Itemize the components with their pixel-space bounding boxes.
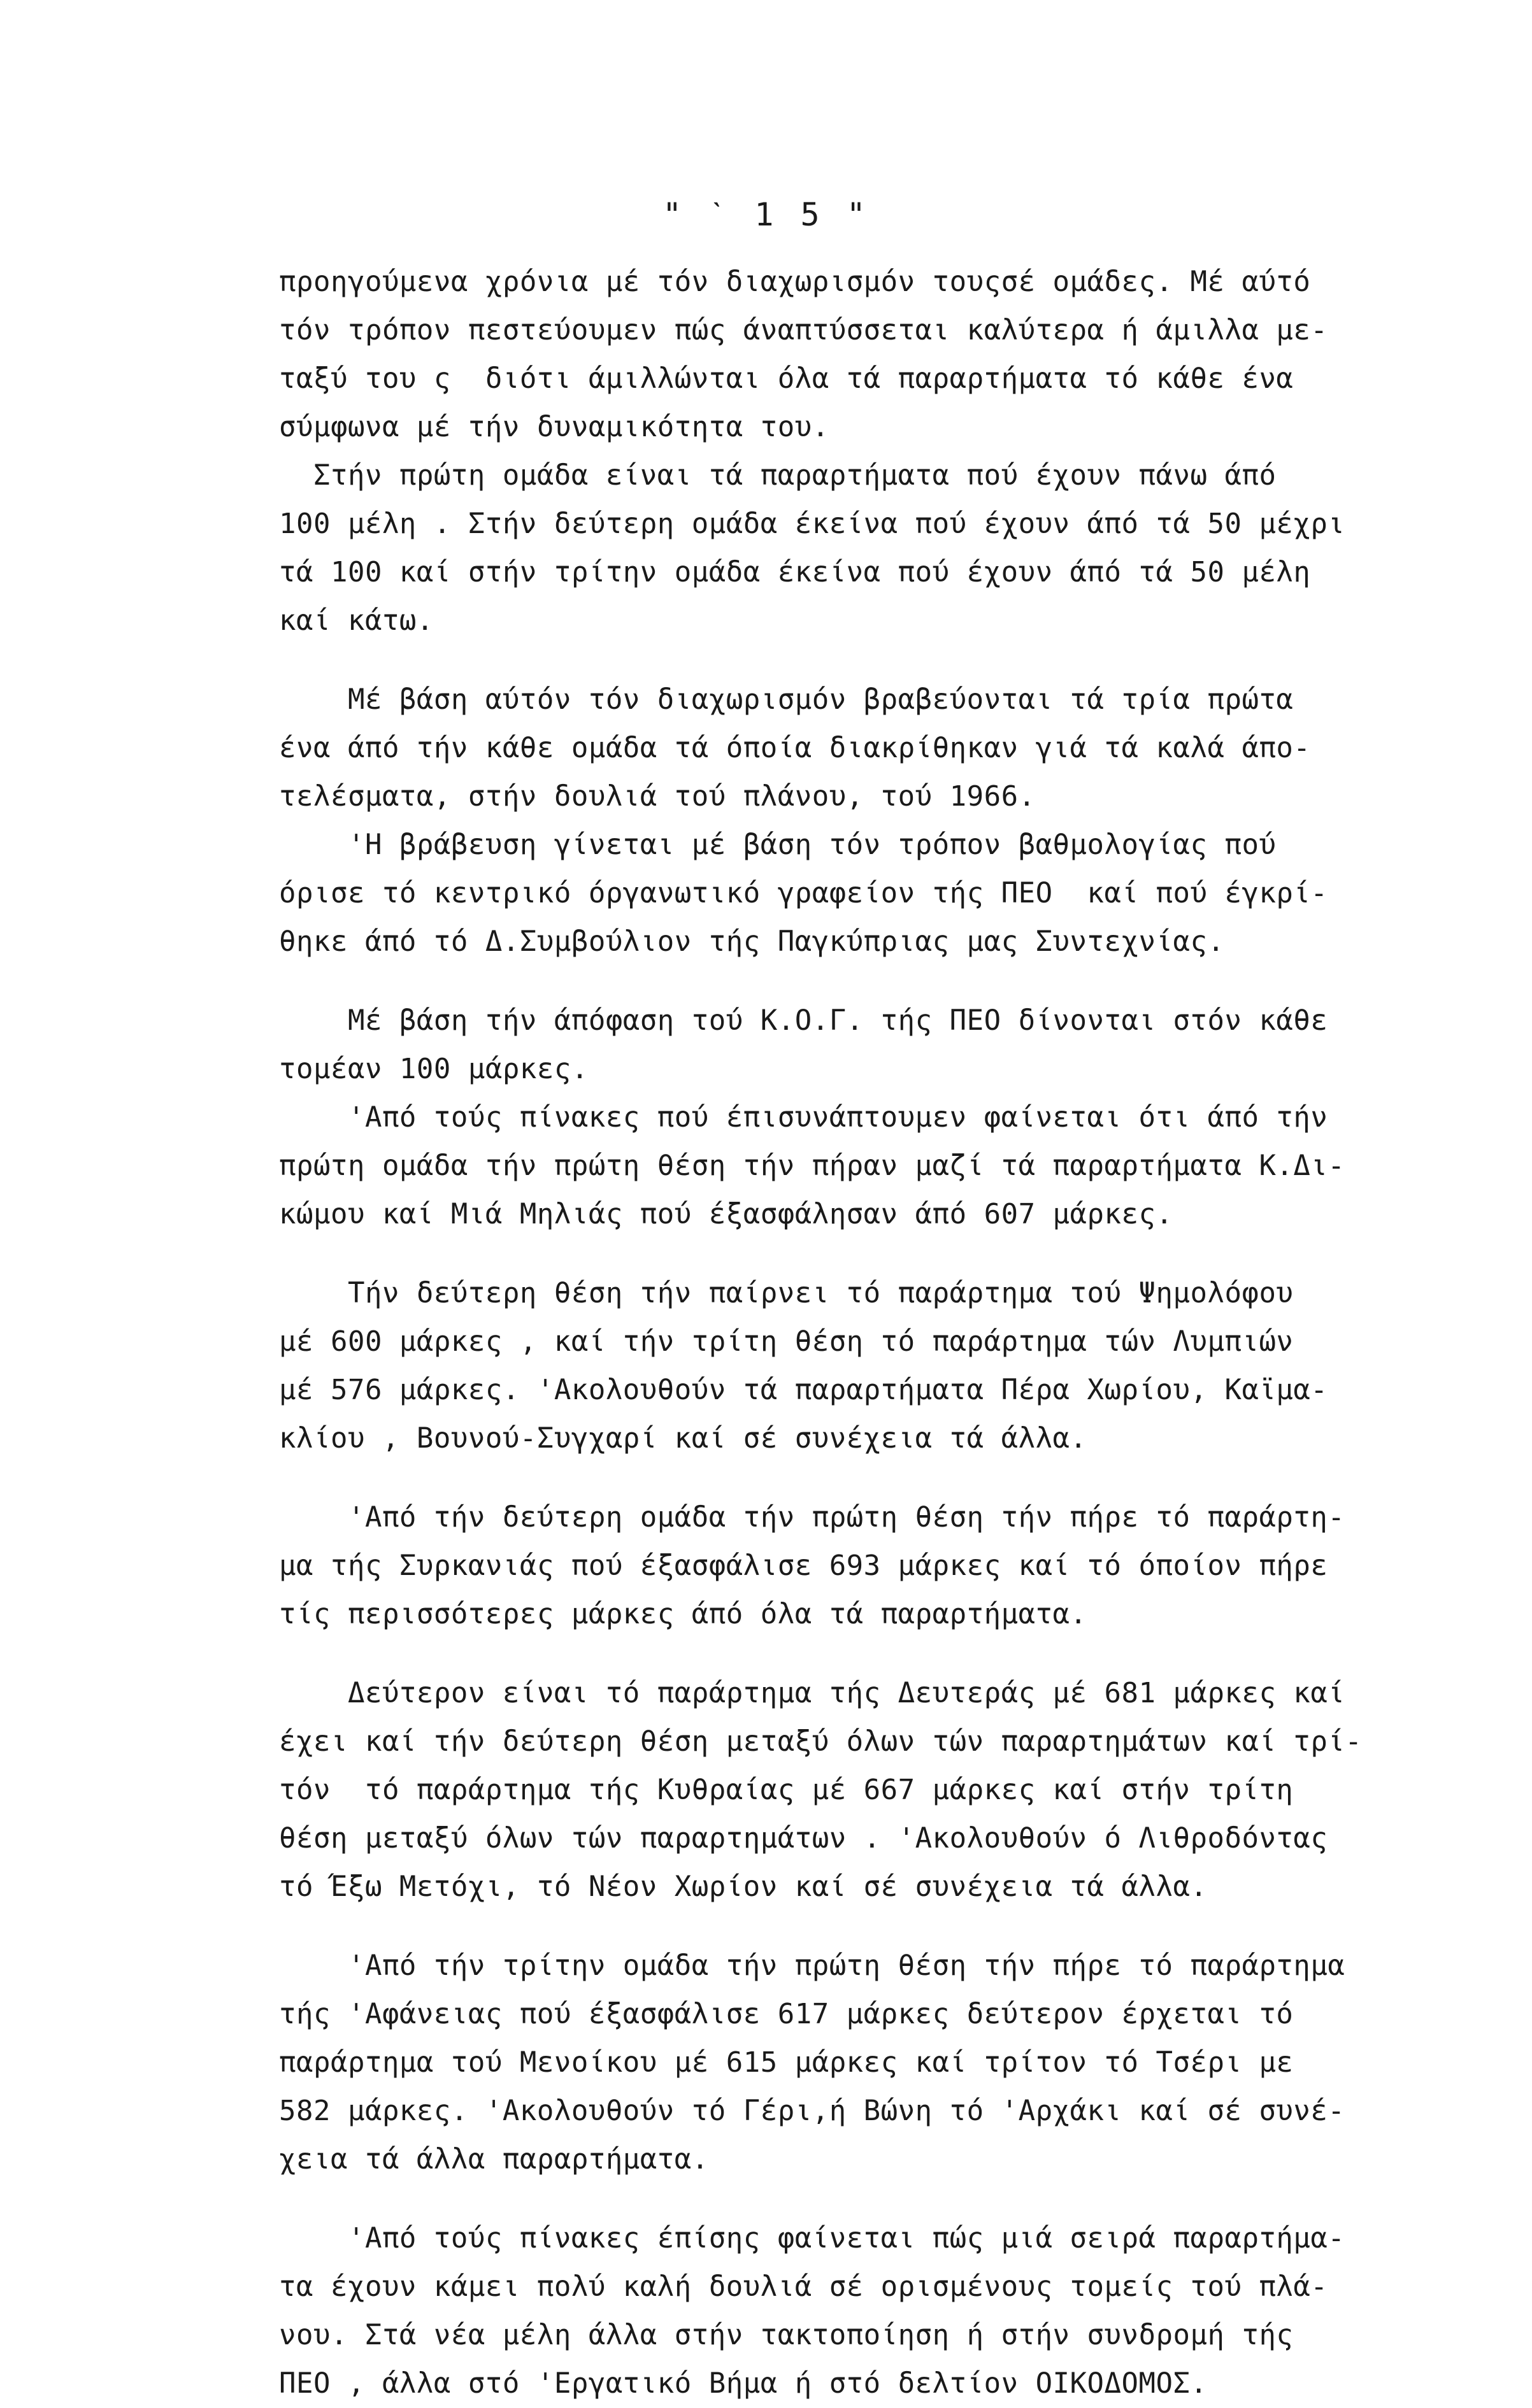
text-line: Τήν δεύτερη θέση τήν παίρνει τό παράρτημα τού Ψημολόφου [279, 1277, 1294, 1309]
text-line: Μέ βάση τήν άπόφαση τού Κ.Ο.Γ. τής ΠΕΟ δίνονται στόν κάθε [279, 1004, 1328, 1037]
paragraph [279, 452, 1489, 645]
text-line: Δεύτερον είναι τό παράρτημα τής Δευτεράς μέ 681 μάρκες καί [279, 1677, 1345, 1709]
text-line: τής 'Αφάνειας πού έξασφάλισε 617 μάρκες δεύτερον έρχεται τό [279, 1998, 1294, 2030]
text-line: τελέσματα, στήν δουλιά τού πλάνου, τού 1966. [279, 780, 1036, 813]
text-line: 'Από τούς πίνακες έπίσης φαίνεται πώς μιά σειρά παραρτήμα- [279, 2222, 1345, 2255]
document-body [279, 258, 1489, 2408]
text-line: Στήν πρώτη ομάδα είναι τά παραρτήματα πού έχουν πάνω άπό [279, 459, 1277, 492]
text-line: όρισε τό κεντρικό όργανωτικό γραφείον τής ΠΕΟ καί πού έγκρί- [279, 877, 1328, 909]
paragraph [279, 1669, 1489, 1911]
paragraph-gap [279, 1639, 1489, 1669]
paragraph-gap [279, 2184, 1489, 2214]
text-line: τόν τό παράρτημα τής Κυθραίας μέ 667 μάρκες καί στήν τρίτη [279, 1774, 1294, 1806]
paragraph [279, 676, 1489, 821]
text-line: θηκε άπό τό Δ.Συμβούλιον τής Παγκύπριας μας Συντεχνίας. [279, 925, 1225, 958]
text-line: τομέαν 100 μάρκες. [279, 1053, 589, 1085]
paragraph [279, 2214, 1489, 2408]
paragraph-gap [279, 1911, 1489, 1942]
paragraph [279, 258, 1489, 452]
text-line: πρώτη ομάδα τήν πρώτη θέση τήν πήραν μαζί τά παραρτήματα Κ.Δι- [279, 1150, 1345, 1182]
text-line: σύμφωνα μέ τήν δυναμικότητα του. [279, 411, 829, 443]
text-line: ένα άπό τήν κάθε ομάδα τά όποία διακρίθηκαν γιά τά καλά άπο- [279, 732, 1311, 764]
text-line: 582 μάρκες. 'Ακολουθούν τό Γέρι,ή Βώνη τό 'Αρχάκι καί σέ συνέ- [279, 2095, 1345, 2127]
text-line: κλίου , Βουνού-Συγχαρί καί σέ συνέχεια τά άλλα. [279, 1422, 1087, 1455]
paragraph-gap [279, 966, 1489, 997]
paragraph-gap [279, 1463, 1489, 1493]
text-line: 'Από τούς πίνακες πού έπισυνάπτουμεν φαίνεται ότι άπό τήν [279, 1101, 1328, 1134]
text-line: ταξύ του ς διότι άμιλλώνται όλα τά παραρτήματα τό κάθε ένα [279, 362, 1294, 395]
text-line: παράρτημα τού Μενοίκου μέ 615 μάρκες καί τρίτον τό Τσέρι με [279, 2046, 1294, 2079]
text-line: τά 100 καί στήν τρίτην ομάδα έκείνα πού έχουν άπό τά 50 μέλη [279, 556, 1311, 588]
text-line: έχει καί τήν δεύτερη θέση μεταξύ όλων τών παραρτημάτων καί τρί- [279, 1725, 1363, 1758]
text-line: μέ 600 μάρκες , καί τήν τρίτη θέση τό παράρτημα τών Λυμπιών [279, 1325, 1294, 1358]
text-line: τίς περισσότερες μάρκες άπό όλα τά παραρτήματα. [279, 1598, 1087, 1630]
text-line: 100 μέλη . Στήν δεύτερη ομάδα έκείνα πού έχουν άπό τά 50 μέχρι [279, 508, 1345, 540]
paragraph [279, 1942, 1489, 2184]
text-line: τόν τρόπον πεστεύουμεν πώς άναπτύσσεται καλύτερα ή άμιλλα με- [279, 314, 1328, 346]
paragraph [279, 1269, 1489, 1463]
paragraph [279, 821, 1489, 966]
page-number: " ˋ 1 5 " [662, 196, 870, 233]
text-line: προηγούμενα χρόνια μέ τόν διαχωρισμόν τουςσέ ομάδες. Μέ αύτό [279, 266, 1311, 298]
paragraph-gap [279, 1239, 1489, 1269]
text-line: τα έχουν κάμει πολύ καλή δουλιά σέ ορισμένους τομείς τού πλά- [279, 2270, 1328, 2303]
text-line: θέση μεταξύ όλων τών παραρτημάτων . 'Ακολουθούν ό Λιθροδόντας [279, 1822, 1328, 1855]
text-line: χεια τά άλλα παραρτήματα. [279, 2143, 709, 2176]
text-line: μα τής Συρκανιάς πού έξασφάλισε 693 μάρκες καί τό όποίον πήρε [279, 1550, 1328, 1582]
paragraph [279, 997, 1489, 1094]
text-line: τό Έξω Μετόχι, τό Νέον Χωρίον καί σέ συνέχεια τά άλλα. [279, 1870, 1208, 1903]
text-line: ΠΕΟ , άλλα στό 'Εργατικό Βήμα ή στό δελτίον ΟΙΚΟΔΟΜΟΣ. [279, 2367, 1208, 2400]
text-line: καί κάτω. [279, 604, 434, 637]
text-line: Μέ βάση αύτόν τόν διαχωρισμόν βραβεύονται τά τρία πρώτα [279, 683, 1294, 716]
text-line: 'Η βράβευση γίνεται μέ βάση τόν τρόπον βαθμολογίας πού [279, 829, 1277, 861]
text-line: μέ 576 μάρκες. 'Ακολουθούν τά παραρτήματα Πέρα Χωρίου, Καϊμα- [279, 1374, 1328, 1406]
text-line: 'Από τήν δεύτερη ομάδα τήν πρώτη θέση τήν πήρε τό παράρτη- [279, 1501, 1345, 1534]
text-line: νου. Στά νέα μέλη άλλα στήν τακτοποίηση ή στήν συνδρομή τής [279, 2319, 1294, 2351]
text-line: κώμου καί Μιά Μηλιάς πού έξασφάλησαν άπό 607 μάρκες. [279, 1198, 1173, 1230]
paragraph [279, 1493, 1489, 1639]
paragraph [279, 1094, 1489, 1239]
paragraph-gap [279, 645, 1489, 676]
text-line: 'Από τήν τρίτην ομάδα τήν πρώτη θέση τήν πήρε τό παράρτημα [279, 1949, 1345, 1982]
